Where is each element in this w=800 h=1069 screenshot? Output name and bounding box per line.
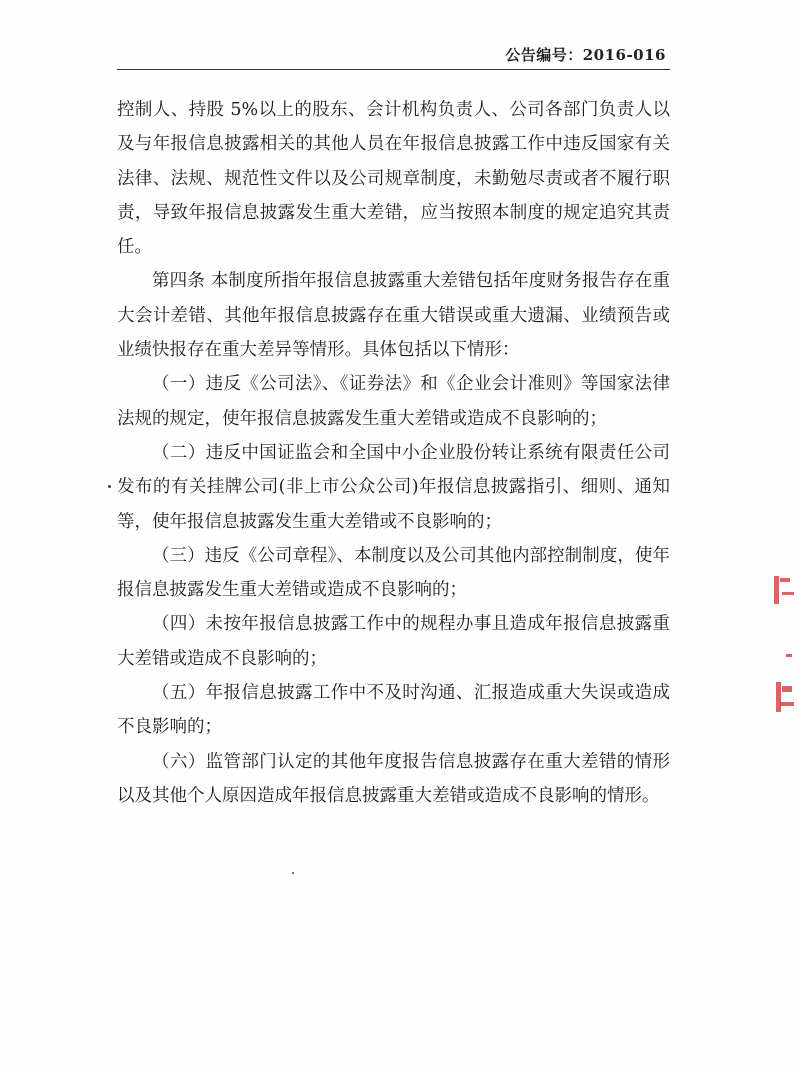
paragraph-item-4: （四）未按年报信息披露工作中的规程办事且造成年报信息披露重大差错或造成不良影响的； bbox=[117, 614, 670, 669]
scan-artifact bbox=[108, 485, 111, 488]
paragraph-continuation: 控制人、持股 5%以上的股东、会计机构负责人、公司各部门负责人以及与年报信息披露相关的其他人员在年报信息披露工作中违反国家有关法律、法规、规范性文件以及公司规章制度，未勤勉尽责或者不履行职责，导致年报信息披露发生重大差错，应当按照本制度的规定追究其责任。 bbox=[117, 100, 670, 258]
red-seal-fragment bbox=[768, 570, 800, 730]
scan-artifact bbox=[292, 872, 294, 874]
seal-mark bbox=[782, 686, 792, 692]
paragraph-article-4: 第四条 本制度所指年报信息披露重大差错包括年度财务报告存在重大会计差错、其他年报信息披露存在重大错误或重大遗漏、业绩预告或业绩快报存在重大差异等情形。具体包括以下情形： bbox=[117, 271, 670, 361]
paragraph-item-3: （三）违反《公司章程》、本制度以及公司其他内部控制制度，使年报信息披露发生重大差错或造成不良影响的； bbox=[117, 545, 670, 601]
paragraph-item-1: （一）违反《公司法》、《证券法》和《企业会计准则》等国家法律法规的规定，使年报信息披露发生重大差错或造成不良影响的； bbox=[117, 374, 670, 429]
paragraph-item-6: （六）监管部门认定的其他年度报告信息披露存在重大差错的情形以及其他个人原因造成年报信息披露重大差错或造成不良影响的情形。 bbox=[117, 751, 670, 806]
seal-mark bbox=[780, 702, 794, 706]
header-rule bbox=[117, 69, 670, 70]
page-header bbox=[117, 40, 670, 70]
body-text bbox=[117, 93, 670, 813]
paragraph-item-2: （二）违反中国证监会和全国中小企业股份转让系统有限责任公司发布的有关挂牌公司(非上市公众公司)年报信息披露指引、细则、通知等，使年报信息披露发生重大差错或不良影响的； bbox=[117, 442, 670, 532]
seal-mark bbox=[774, 576, 779, 604]
seal-mark bbox=[776, 682, 781, 712]
seal-mark bbox=[786, 654, 792, 657]
seal-mark bbox=[782, 592, 794, 595]
seal-mark bbox=[780, 578, 790, 582]
paragraph-item-5: （五）年报信息披露工作中不及时沟通、汇报造成重大失误或造成不良影响的； bbox=[117, 683, 670, 738]
announcement-number: 公告编号：2016-016 bbox=[505, 46, 666, 64]
